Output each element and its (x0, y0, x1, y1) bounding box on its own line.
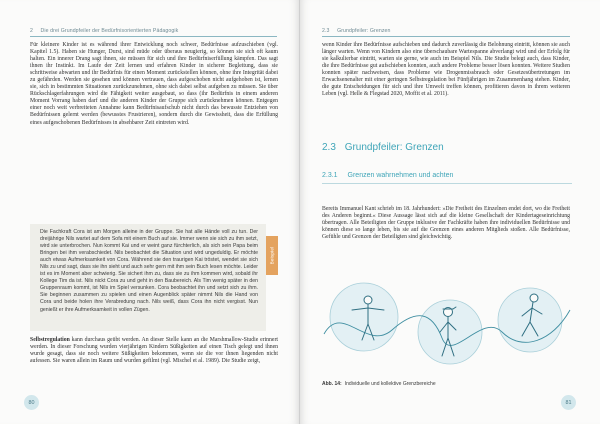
page-number: 81 (561, 395, 576, 410)
running-head (322, 28, 391, 34)
body-paragraph (322, 206, 570, 241)
running-head-title: Die drei Grundpfeiler der Bedürfnisorientierten Pädagogik (40, 28, 179, 34)
running-head-number: 2.3 (322, 28, 330, 34)
paragraph-continuation: kann durchaus geübt werden. An dieser Stelle kann an die Marshmallow-Studie erinnert werden. In dieser Forschung wurden vierjährigen Kindern Süßigkeiten auf einen Tisch gelegt und ihnen wurde gesagt, dass sie noch weitere Süßigkeiten bekommen, wenn sie die vor ihnen liegenden nicht aufessen. Sie waren allein im Raum und wurden gefilmt (vgl. Mischel et al. 1989). Die Studie zeigt, (30, 337, 278, 365)
subsection-number: 2.3.1 (322, 172, 338, 179)
running-head-rule (30, 36, 277, 37)
bold-term: Selbstregulation (30, 337, 70, 343)
running-head-title: Grundpfeiler: Grenzen (337, 28, 391, 34)
page-number: 80 (24, 395, 39, 410)
section-heading (322, 142, 444, 153)
example-box (30, 224, 266, 331)
caption-label: Abb. 14: (322, 381, 342, 387)
side-tab-label: Beispiel (269, 246, 275, 265)
example-side-tab (266, 236, 278, 275)
caption-text: Individuelle und kollektive Grenzbereiche (344, 381, 436, 387)
boundary-illustration (322, 272, 572, 377)
running-head (30, 28, 178, 34)
body-paragraph (322, 42, 570, 98)
boundary-circle (330, 283, 398, 351)
boundary-illustration-svg (322, 272, 572, 377)
body-paragraph (30, 42, 278, 127)
figure-caption (322, 381, 572, 387)
paragraph-text: wenn Kinder ihre Bedürfnisse aufschieben und dadurch zuverlässig die Belohnung eintritt, können sie auch länger warten. Wenn von Kindern also eine überschaubare Wartespanne abverlangt wird und der Erfolg für sie kalkulierbar eintritt, warten sie gerne, wie auch im Beispiel Nils. Die Studie belegt auch, dass Kinder, die ihre Bedürfnisse gut aufschieben konnten, auch andere Probleme besser lösen konnten. Weitere Studien konnten später nachweisen, dass Probleme wie Drogenmissbrauch oder Gesetzesübertretungen im Erwachsenenalter mit einer geringen Selbstregulation bei Fünfjährigen im Zusammenhang stehen. Kinder, die gute Entscheidungen für sich und ihre Umwelt treffen können, profitieren davon in ihrem weiteren Leben (vgl. Helle & Flegstad 2020, Moffit et al. 2011). (322, 42, 570, 98)
subsection-heading (322, 172, 453, 179)
paragraph-text: Bereits Immanuel Kant schrieb im 18. Jahrhundert: »Die Freiheit des Einzelnen endet dort, wo die Freiheit des Anderen beginnt.« Diese Aussage lässt sich auf die kleine Gesellschaft der Kindertageseinrichtung übertragen. Alle Beteiligten der Gruppe inklusive der Fachkräfte haben ihre individuellen Bedürfnisse und können diese so lange leben, bis sie auf die Grenzen eines anderen Mitglieds stoßen. Alle Bedürfnisse, Gefühle und Grenzen der Beteiligten sind gleichwichtig. (322, 206, 570, 241)
right-page (300, 0, 600, 424)
subsection-title: Grenzen wahrnehmen und achten (347, 172, 454, 179)
paragraph-text: Für kleinere Kinder ist es während ihrer Entwicklung noch schwer, Bedürfnisse aufzuschieben (vgl. Kapitel 1.5). Haben sie Hunger, Durst, sind müde oder überaus neugierig, so können sie sich oft kaum halten. Ein innerer Drang sagt ihnen, sie müssen für sich und ihre Bedürfniserfüllung kämpfen. Das sagt ihnen ihr Instinkt. Im Laufe der Zeit lernen und erfahren Kinder in sicherer Begleitung, dass sie schrittweise abwarten und ihr Bedürfnis für einen Moment zurückstellen können, ohne ihre Integrität dabei zu gefährden. Werden sie gesehen und können vertrauen, dass aufgeschoben nicht aufgehoben ist, lernen sie, sich in bestimmten Situationen zurückzunehmen, ohne sich dabei selbst aufgeben zu müssen. Sie über Rückschlagerfahrungen wird die Fähigkeit weiter ausgebaut, so dass (ihr Bedürfnis in einem anderen Moment Vorrang haben darf und die anderen Kinder der Gruppe sich zurücknehmen können. Entgegen einer noch weit verbreiteten Annahme kann Bedürfnisaufschub nicht durch das bewusste Entziehen von Bedürfnissen gelernt werden (bewusstes Frustrieren), sondern durch die Gewissheit, dass die Erfüllung eines aufgeschobenen Bedürfnisses in absehbarer Zeit eintreten wird. (30, 42, 278, 126)
section-title: Grundpfeiler: Grenzen (344, 142, 444, 153)
running-head-rule (322, 36, 570, 37)
running-head-number: 2 (30, 28, 33, 34)
subsection-rule (322, 183, 572, 184)
section-number: 2.3 (322, 142, 336, 153)
paragraph-text (30, 337, 278, 365)
example-text: Die Fachkraft Cora ist am Morgen alleine in der Gruppe. Sie hat alle Hände voll zu tun. Der dreijährige Nils wartet auf dem Sofa mit einem Buch auf sie. Immer wenn sie sich zu ihm setzt, wird sie unterbrochen. Nun kommt Kai und er weint ganz fürchterlich, als sich sein Papa beim Bringen bei ihm verabschiedet. Nils beobachtet die Situation und wird ungeduldig. Er möchte auch etwas Aufmerksamkeit von Cora. Während sie den traurigen Kai tröstet, wendet sie sich Nils zu und sagt, dass sie ihn sieht und auch sehr gern mit ihm sein Buch lesen möchte. Leider ist es im Moment aber schwierig. Sie sichert ihm zu, dass sie zu ihm kommen wird, sobald ihr Kollege Tim da ist. Nils nickt Cora zu und geht in den Baubereich. Als Tim wenig später in den Gruppenraum kommt, ist Nils im Spiel versunken. Cora beobachtet ihn und setzt sich zu ihm. Sie beginnen zusammen zu spielen und einen Augenblick später nimmt Nils die Hand von Cora und beide holen ihre Verabredung nach. Nils weiß, dass Cora ihn nicht vergisst. Nun genießt er ihre Aufmerksamkeit in vollen Zügen. (40, 229, 258, 313)
body-paragraph (30, 337, 278, 365)
